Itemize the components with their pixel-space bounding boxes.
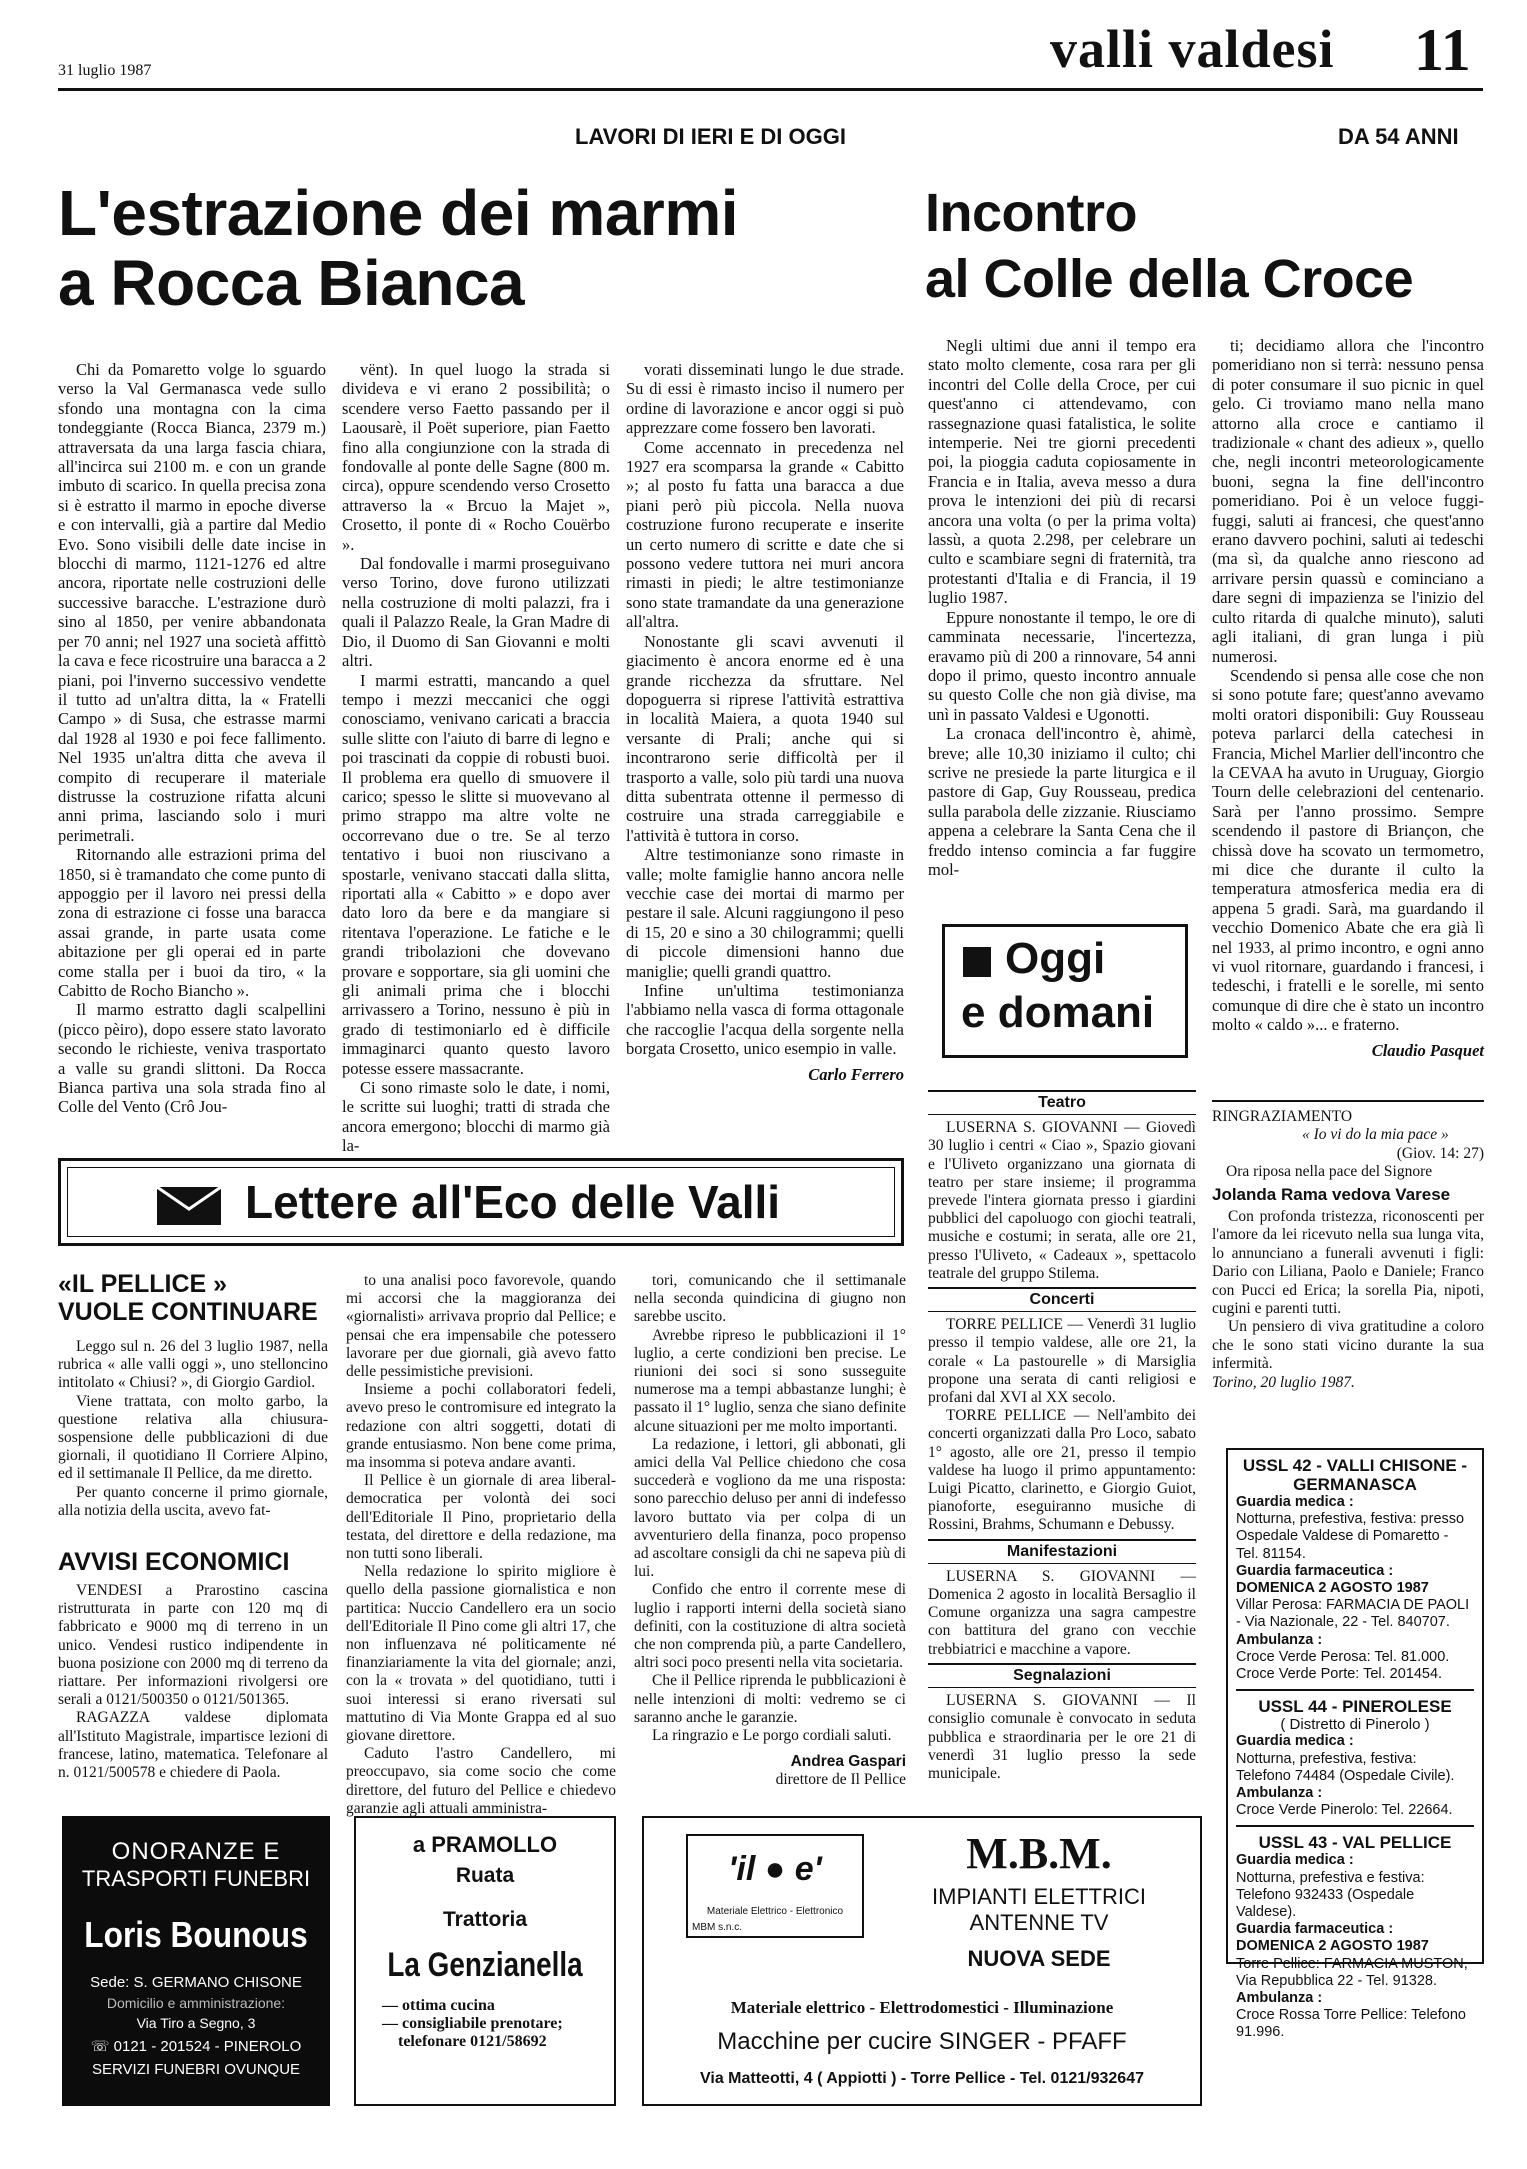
paragraph: Viene trattata, con molto garbo, la questione relativa alla chiusura-sospensione delle pubblicazioni di due giornali, il quotidiano Il Corriere Alpino, ed il settimanale Il Pellice, da me diretto. [58,1392,328,1483]
lettere-banner [58,1158,904,1246]
pellice-col-3 [634,1272,906,1790]
page-number: 11 [1414,17,1471,83]
ussl-line: Guardia medica : [1236,1733,1354,1750]
listing-item: LUSERNA S. GIOVANNI — Il consiglio comunale è convocato in seduta pubblica e straordinaria per le ore 21 di venerdì 31 luglio presso la sede municipale. [928,1692,1196,1782]
paragraph: I marmi estratti, mancando a quel tempo i mezzi meccanici che oggi conosciamo, venivano caricati a braccia sulle slitte con l'aiuto di barre di legno e poi trascinati da coppie di robusti buoi. Il problema era quello di smuovere il carico; spesso le slitte si muovevano al primo strappo ma altre volte ne occorrevano due o tre. Se al terzo tentativo i buoi non riuscivano a spostarle, venivano staccati dalla slitta, riportati alla « Cabitto » e dopo aver dato loro da bere e da mangiare si ritentava l'operazione. Le fatiche e le grandi tribolazioni che dovevano provare e sopportare, sia gli uomini che gli animali prima che i blocchi arrivassero a Torino, nessuno è più in grado di testimoniarlo ed è difficile immaginarci quanto questo lavoro potesse essere massacrante. [342,670,610,1078]
paragraph: Il marmo estratto dagli scalpellini (picco pèiro), dopo essere stato lavorato secondo le richieste, veniva trasportato a valle su grandi slittoni. Da Rocca Bianca partiva una sola strada fino al Colle del Vento (Crô Jou- [58,1000,326,1117]
paragraph: Come accennato in precedenza nel 1927 era scomparsa la grande « Cabitto »; al posto fu fatta una baracca a due piani però più piccola. Nella nuova costruzione furono recuperate e inserite un certo numero di scritte e date che si possono vedere tuttora nei muri ancora rimasti in piedi; le altre testimonianze sono state tramandate da una generazione all'altra. [626,437,904,632]
mbm-name: M.B.M. [966,1829,1112,1878]
ad-address: Via Matteotti, 4 ( Appiotti ) - Torre Pellice - Tel. 0121/932647 [700,2070,1144,2087]
paragraph: La redazione, i lettori, gli abbonati, gli amici della Val Pellice chiedono che cosa succederà e vogliono da me una risposta: sono parecchio deluso per anni di indefesso lavoro buttato via per colpa di un avventuriero della finanza, poco propenso ad ascoltare consigli da chi ne sapeva più di lui. [634,1435,907,1581]
ussl-line: DOMENICA 2 AGOSTO 1987 [1236,1938,1429,1955]
ringraziamento [1212,1108,1484,1392]
paragraph: Infine un'ultima testimonianza l'abbiamo nella vasca di forma ottagonale che raccoglie l'acqua della sorgente nella borgata Crosetto, unico esempio in valle. [626,981,904,1059]
ussl-line: Guardia farmaceutica : [1236,1921,1394,1938]
paragraph: tori, comunicando che il settimanale nella seconda quindicina di giugno non sarebbe uscito. [634,1272,906,1326]
avvisi-list [58,1582,328,1782]
bible-ref: (Giov. 14: 27) [1396,1144,1484,1162]
ussl-line: Torre Pellice: FARMACIA MUSTON, Via Repubblica 22 - Tel. 91328. [1236,1955,1468,1989]
oggi-title: Oggi [1005,934,1106,983]
paragraph: Scendendo si pensa alle cose che non si sono potute fare; quest'anno avevamo molti oratori disponibili: Guy Rousseau poteva parlarci della catechesi in Francia, Michel Marlier dell'incontro che la CEVAA ha avuto in Uruguay, Giorgio Tourn delle celebrazioni del centenario. Sarà per l'anno prossimo. Sempre scendendo il pastore di Briançon, che chissà dove ha scovato un termometro, mi dice che durante il culto la temperatura atmosferica media era di appena 5 gradi. Sarà, ma guardando il vecchio Domenico Abate che era già lì nel 1933, al primo incontro, e ogni anno vi vuol ritornare, guardando i francesi, i tedeschi, i fratelli e le sorelle, mi sento comunque di dire che è stato un incontro molto « caldo »... e fraterno. [1212,665,1484,1035]
listing-item: LUSERNA S. GIOVANNI — Giovedì 30 luglio i centri « Ciao », Spazio giovani e l'Uliveto organizzano una giornata di teatro per stare insieme; il programma prevede l'intera giornata presso i giardini pubblici del capoluogo con giochi teatrali, musiche e costumi; in serata, alle ore 21, presso l'Uliveto, « Cadeaux », spettacolo teatrale del gruppo Stilema. [928,1119,1196,1282]
ussl-line: Ambulanza : [1236,1785,1323,1802]
ussl-line: Croce Rossa Torre Pellice: Telefono 91.996. [1236,2007,1466,2041]
lettere-banner-title: Lettere all'Eco delle Valli [245,1176,781,1228]
ussl-line: Ambulanza : [1236,1990,1323,2007]
marmi-col-1 [58,360,326,1117]
ad-line: Ruata [455,1864,515,1887]
ussl-title: USSL 43 - VAL PELLICE [1258,1833,1452,1853]
ad-line: TRASPORTI FUNEBRI [81,1866,311,1891]
oggi-section-manifestazioni: Manifestazioni [928,1539,1196,1564]
mbm-logo-sub: Materiale Elettrico - Elettronico [706,1906,844,1917]
pellice-title-line1: «IL PELLICE » [58,1270,228,1298]
ussl-line: Croce Verde Pinerolo: Tel. 22664. [1236,1802,1453,1819]
paragraph: Insieme a pochi collaboratori fedeli, avevo preso le contromisure ed integrato la redazione con altri soggetti, dotati di grande entusiasmo. Non bene come prima, ma insomma si poteva andare avanti. [346,1381,616,1472]
paragraph: Avrebbe ripreso le pubblicazioni il 1° luglio, a certe condizioni ben precise. Le riunioni dei soci si sono susseguite numerose ma a tempi abbastanze lunghi; è passato il 1° luglio, senza che siano definite alcune situazioni per me molto importanti. [634,1326,906,1435]
listing-item: TORRE PELLICE — Venerdì 31 luglio presso il tempio valdese, alle ore 21, la corale « La pastourelle » di Marsiglia propone una serata di canti religiosi e profani dal XVI al XX secolo. [928,1316,1196,1407]
paragraph: Nella redazione lo spirito migliore è quello della passione giornalistica e non partitica: Nuccio Candellero era un socio dell'Editoriale Il Pino come gli altri 17, che non influenzava né politicamente né finanziariamente la vita del giornale; anzi, con la « trovata » del quotidiano, tutti i suoi interessi si erano riversati sul mattutino di Via Monte Grappa ed al suo giovane direttore. [346,1563,616,1745]
paragraph: Caduto l'astro Candellero, mi preoccupavo, sia come socio che come direttore, del futuro del Pellice e chiedevo garanzie agli attuali amministra- [346,1745,616,1817]
ussl-line: Guardia medica : [1236,1852,1354,1869]
ad-phone-row [62,2037,330,2055]
square-bullet-icon [963,947,991,977]
listing-item: LUSERNA S. GIOVANNI — Domenica 2 agosto in località Bersaglio il Comune organizza una sagra campestre con battitura del grano con vecchie trebbiatrici e macchine a vapore. [928,1567,1196,1658]
pellice-title [58,1270,318,1326]
ussl-subtitle: ( Distretto di Pinerolo ) [1280,1716,1430,1734]
envelope-icon [157,1187,221,1225]
ad-line: — consigliabile prenotare; [382,2015,563,2032]
ussl-line: Notturna, prefestiva, festiva: presso Ospedale Valdese di Pomaretto - Tel. 81154. [1236,1511,1465,1562]
ringraziamento-head: RINGRAZIAMENTO [1212,1108,1353,1125]
croce-title [925,180,1413,312]
ad-line: Via Tiro a Segno, 3 [136,2015,256,2031]
page-date: 31 luglio 1987 [58,62,152,79]
domani-title: e domani [961,988,1155,1037]
paragraph: La ringrazio e Le porgo cordiali saluti. [652,1727,892,1745]
deceased-name: Jolanda Rama vedova Varese [1212,1184,1451,1204]
ad-line: Materiale elettrico - Elettrodomestici - Illuminazione [730,1998,1114,2017]
classified-item: VENDESI a Prarostino cascina ristrutturata in parte con 120 mq di fabbricato e 9000 mq di terreno in un unico. Vendesi rustico indipendente in buona posizione con 2000 mq di terreno da riattare. Per informazioni rivolgersi ore serali a 0121/500350 o 0121/501365. [58,1582,328,1709]
ad-phone: 0121 - 201524 - PINEROLO [113,2038,302,2055]
paragraph: Ci sono rimaste solo le date, i nomi, le scritte sui luoghi; tratti di strada che ancora emergono; blocchi di marmo già la- [342,1078,610,1156]
ussl-44 [1236,1697,1474,1819]
ad-line: telefonare 0121/58692 [398,2033,547,2050]
ussl-title: USSL 42 - VALLI CHISONE - GERMANASCA [1242,1456,1468,1494]
paragraph: to una analisi poco favorevole, quando mi accorsi che la maggioranza dei «giornalisti» arrivava proprio dal Pellice; e pensai che era impensabile che potessero lavorare per due giornali, già avevo fatto delle pessimistiche previsioni. [346,1272,616,1381]
listing-item: TORRE PELLICE — Nell'ambito dei concerti organizzati dalla Pro Loco, sabato 1° agosto, alle ore 21, presso il tempio valdese ha luogo il primo appuntamento: Luigi Picatto, clarinetto, e Giorgio Guiot, pianoforte, eseguiranno musiche di Rossini, Brahms, Schumann e Debussy. [928,1407,1196,1534]
ussl-42 [1236,1456,1474,1683]
ussl-line: Ambulanza : [1236,1631,1323,1648]
croce-author: Claudio Pasquet [1371,1040,1484,1060]
phone-icon: ☏ [90,2038,114,2055]
ad-line: Trattoria [442,1908,528,1931]
ad-line: ANTENNE TV [969,1910,1109,1935]
croce-col-1 [928,336,1196,879]
paragraph: Che il Pellice riprenda le pubblicazioni è nelle intenzioni di molti: vedremo se ci saranno anche le garanzie. [634,1672,906,1726]
oggi-listings [928,1086,1196,1783]
ringraziamento-rule [1212,1100,1484,1102]
ad-line: — ottima cucina [382,1997,495,2014]
header-rule [58,88,1483,91]
mbm-logo-company: MBM s.n.c. [692,1922,743,1933]
ussl-line: Notturna, prefestiva, festiva: Telefono 74484 (Ospedale Civile). [1236,1750,1455,1784]
ad-line: ONORANZE E [111,1838,281,1865]
ringraziamento-intro: Ora riposa nella pace del Signore [1226,1163,1433,1181]
croce-title-line2: al Colle della Croce [925,249,1414,309]
letter-signer-role: direttore de Il Pellice [775,1771,906,1789]
ad-pramollo [354,1816,616,2106]
paragraph: Nonostante gli scavi avvenuti il giacimento è ancora enorme ed è una grande ricchezza da sfruttare. Nel dopoguerra si riprese l'attività estrattiva in località Maiera, a quota 1940 sul versante di Prali; anche qui si incontrarono serie difficoltà per il trasporto a valle, solo più tardi una nuova ditta subentrata ottenne il permesso di costruire una strada carreggiabile e l'attività è tuttora in corso. [626,631,904,845]
ringraziamento-place: Torino, 20 luglio 1987. [1212,1373,1355,1391]
mbm-logo-text: 'il ● e' [728,1850,822,1888]
mbm-logo [686,1834,864,1938]
paragraph: Ritornando alle estrazioni prima del 1850, si è tramandato che come punto di appoggio per il lavoro nei pressi della zona di estrazione ci fosse una baracca assai grande, in parte usata come abitazione per gli operai ed in parte come stalla per i buoi da tiro, « la Cabitto de Rocho Biancho ». [58,845,326,1000]
ad-line: NUOVA SEDE [967,1946,1111,1971]
paragraph: Leggo sul n. 26 del 3 luglio 1987, nella rubrica « alle valli oggi », uno stelloncino intitolato « Chiusi? », di Giorgio Gardiol. [58,1338,328,1392]
paragraph: Eppure nonostante il tempo, le ore di camminata necessarie, l'incertezza, eravamo più di 200 a rinnovare, 54 anni dopo il primo, questo incontro annuale su questo Colle che non già divise, ma unì in passato Valdesi e Ugonotti. [928,607,1196,724]
ad-mbm [642,1816,1202,2106]
paragraph: Altre testimonianze sono rimaste in valle; molte famiglie hanno ancora nelle vecchie case dei mortai di marmo per pestare il sale. Alcuni raggiungono il peso di 15, 20 e sino a 30 chilogrammi; quelli di piccole dimensioni hanno due maniglie; quelli grandi quattro. [626,845,904,981]
croce-title-line1: Incontro [925,183,1137,243]
oggi-section-segnalazioni: Segnalazioni [928,1663,1196,1688]
ussl-43 [1236,1833,1474,2041]
marmi-title [58,178,738,318]
ad-line: a PRAMOLLO [412,1832,558,1857]
ussl-line: Guardia farmaceutica : [1236,1562,1394,1579]
ad-line: Sede: S. GERMANO CHISONE [90,1974,302,1991]
paragraph: Il Pellice è un giornale di area liberal-democratica per volontà dei soci dell'Editoriale Il Pino, proprietario della testata, del direttore e della redazione, ma non tutti sono liberali. [346,1472,616,1563]
classified-item: RAGAZZA valdese diplomata all'Istituto Magistrale, impartisce lezioni di francese, latino, matematica. Telefonare al n. 0121/500578 e chiedere di Paola. [58,1709,328,1782]
ussl-line: Croce Verde Perosa: Tel. 81.000. Croce Verde Porte: Tel. 201454. [1236,1648,1450,1683]
ringraziamento-body: Con profonda tristezza, riconoscenti per l'amore da lei ricevuto nella sua lunga vita, lo annunciano a funerali avvenuti i figli: Dario con Liliana, Paolo e Daniele; Franco con Pucci ed Erica; la sorella Pia, nipoti, cugini e parenti tutti. [1212,1208,1484,1318]
paragraph: vënt). In quel luogo la strada si divideva e vi erano 2 possibilità; o scendere verso Faetto passando per il Laousarè, il Poët superiore, pian Faetto fino alla congiunzione con la strada di fondovalle al ponte delle Sagne (800 m. circa), oppure scendendo verso Crosetto attraverso la « Brcuo la Majet », Crosetto, il ponte di « Rocho Couërbo ». [342,360,610,554]
paragraph: La cronaca dell'incontro è, ahimè, breve; alle 10,30 iniziamo il culto; chi scrive ne presiede la parte liturgica e il pastore di Gap, Guy Rousseau, predica sulla parabola delle zizzanie. Riusciamo appena a celebrare la Santa Cena che il freddo intenso comincia a far fuggire mol- [928,724,1196,879]
paragraph: ti; decidiamo allora che l'incontro pomeridiano non si terrà: nessuno pensa di poter consumare il suo picnic in quel gelo. Ci troviamo mano nella mano attorno alla croce e cantiamo il tradizionale « chant des adieux », quello che, negli incontri meteorologicamente buoni, segna la fine dell'incontro pomeridiano. Poi è un veloce fuggi-fuggi, saluti ai francesi, che quest'anno erano davvero pochini, saluti ai tedeschi (ma sì, da qualche anno riescono ad arrivare persin quassù e cominciano a dare segni di impazienza se l'inizio del culto ritarda di qualche minuto), saluti agli italiani, di gran lunga i più numerosi. [1212,336,1484,666]
paragraph: Chi da Pomaretto volge lo sguardo verso la Val Germanasca vede sullo sfondo una montagna con la cima tondeggiante (Rocca Bianca, 2379 m.) attraversata da una larga fascia chiara, all'incirca sui 2100 m. e con un grande imbuto di scarico. In quella precisa zona si è estratto il marmo in epoche diverse e con intervalli, già a partire dal Medio Evo. Sono visibili delle date incise in blocchi di marmo, 1121-1276 ed altre ancora, riportate nelle costruzioni delle successive baracche. L'estrazione durò sino al 1850, per venire abbandonata per 70 anni; nel 1927 una società affittò la cava e fece ricostruire una baracca a 2 piani, poi l'inverno successivo vendette il tutto ad un'altra ditta, la « Fratelli Campo » di Susa, che estrasse marmi dal 1928 al 1930 e poi fece fallimento. Nel 1935 un'altra ditta che aveva il compito di recuperare il materiale distrusse la costruzione rifatta alcuni anni prima, lasciando solo i muri perimetrali. [58,360,326,845]
paragraph: Negli ultimi due anni il tempo era stato molto clemente, cosa rara per gli incontri del Colle della Croce, per cui quest'anno ci attendevamo, con rassegnazione quasi fatalistica, le solite intemperie. Nei tre giorni precedenti poi, la pioggia caduta copiosamente in Francia e in Italia, aveva messo a dura prova le intenzioni dei più di recarsi ancora una volta (o per la prima volta) lassù, a quota 2.298, per celebrare un culto e scambiare segni di fraternità, tra protestanti d'Italia e di Francia, il 19 luglio 1987. [928,336,1196,608]
paragraph: Per quanto concerne il primo giornale, alla notizia della uscita, avevo fat- [58,1483,328,1519]
croce-col-2 [1212,336,1484,1060]
paragraph: vorati disseminati lungo le due strade. Su di essi è rimasto inciso il numero per ordine di lavorazione e ancor oggi si può apprezzare come fossero ben lavorati. [626,360,904,438]
paragraph: Dal fondovalle i marmi proseguivano verso Torino, dove furono utilizzati nella costruzione di molti palazzi, fra i quali il Palazzo Reale, la Gran Madre di Dio, il Duomo di San Giovanni e molti altri. [342,554,610,671]
oggi-section-concerti: Concerti [928,1287,1196,1312]
ussl-line: DOMENICA 2 AGOSTO 1987 [1236,1580,1429,1597]
marmi-col-2 [342,360,610,1156]
ussl-line: Villar Perosa: FARMACIA DE PAOLI - Via Nazionale, 22 - Tel. 840707. [1236,1597,1470,1631]
avvisi-title: AVVISI ECONOMICI [58,1548,290,1576]
ad-line: IMPIANTI ELETTRICI [932,1884,1146,1909]
ussl-title: USSL 44 - PINEROLESE [1258,1697,1452,1717]
ad-bounous-name: Loris Bounous [84,1914,308,1955]
marmi-author: Carlo Ferrero [808,1064,904,1084]
pellice-title-line2: VUOLE CONTINUARE [58,1298,318,1326]
ussl-line: Guardia medica : [1236,1494,1354,1510]
ad-line: Domicilio e amministrazione: [106,1995,286,2011]
ad-bounous [62,1816,330,2106]
masthead: valli valdesi [1050,19,1335,79]
letter-signer: Andrea Gaspari [790,1753,906,1771]
ad-restaurant-name: La Genzianella [387,1946,583,1984]
marmi-title-line1: L'estrazione dei marmi [58,177,738,249]
pellice-col-2 [346,1272,616,1818]
marmi-col-3 [626,360,904,1084]
section-label-right: DA 54 ANNI [1338,124,1459,149]
oggi-section-teatro: Teatro [928,1090,1196,1115]
bible-quote: « Io vi do la mia pace » [1302,1126,1449,1144]
paragraph: Confido che entro il corrente mese di luglio i rapporti interni della società siano definiti, con la costituzione di altra società che non comprenda più, a parte Candellero, altri soci poco presenti nella vita societaria. [634,1581,906,1672]
ussl-line: Notturna, prefestiva e festiva: Telefono 932433 (Ospedale Valdese). [1236,1869,1425,1921]
oggi-domani-box [942,924,1188,1058]
ad-line: SERVIZI FUNEBRI OVUNQUE [91,2061,301,2078]
section-label-left: LAVORI DI IERI E DI OGGI [575,124,846,149]
ringraziamento-body2: Un pensiero di viva gratitudine a coloro che le sono stati vicino durante la sua infermità. [1212,1318,1484,1373]
ussl-box [1226,1448,1484,2041]
marmi-title-line2: a Rocca Bianca [58,247,525,319]
pellice-col-1 [58,1338,328,1520]
ad-line: Macchine per cucire SINGER - PFAFF [717,2028,1127,2055]
